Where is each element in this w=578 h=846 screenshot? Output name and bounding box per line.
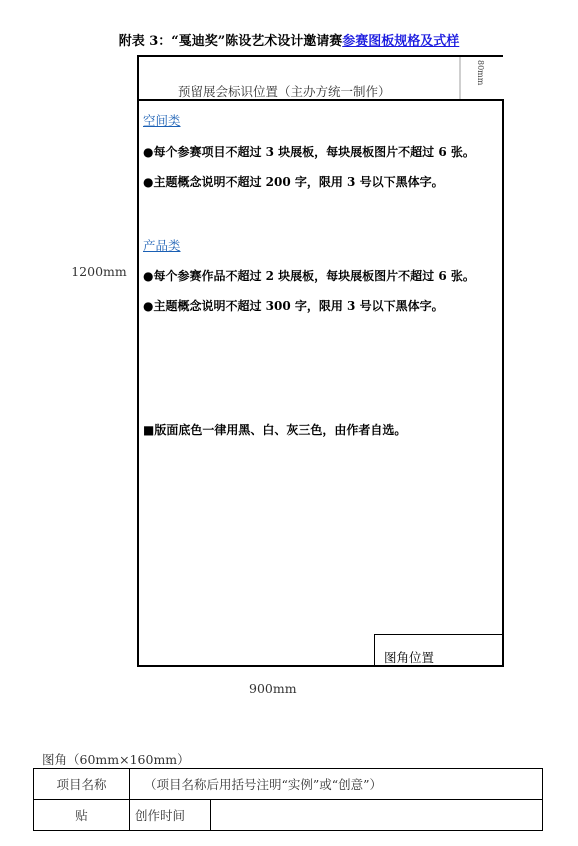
creation-time-value[interactable] xyxy=(211,800,543,831)
project-name-header: 项目名称 xyxy=(34,769,130,800)
logo-area-label: 预留展会标识位置（主办方统一制作） xyxy=(178,84,391,99)
paste-cell: 贴 xyxy=(34,800,130,831)
corner-area-label: 图角位置 xyxy=(384,650,435,665)
table-row xyxy=(34,800,543,831)
creation-time-label: 创作时间 xyxy=(130,800,211,831)
table-row xyxy=(34,769,543,800)
space-rule-2: ●主题概念说明不超过 200 字，限用 3 号以下黑体字。 xyxy=(143,175,444,189)
side-measure-label: 80mm xyxy=(476,60,485,86)
space-rules xyxy=(143,137,503,197)
product-rules xyxy=(143,261,503,321)
title-spec-link[interactable]: 参赛图板规格及式样 xyxy=(342,34,460,49)
space-rule-1: ●每个参赛项目不超过 3 块展板，每块展板图片不超过 6 张。 xyxy=(143,145,475,159)
color-rule: ■版面底色一律用黑、白、灰三色，由作者自选。 xyxy=(143,423,407,437)
width-dimension-label: 900mm xyxy=(249,681,297,696)
corner-info-table xyxy=(33,768,543,831)
side-measure-mark xyxy=(476,60,485,85)
project-name-note: （项目名称后用括号注明“实例”或“创意”） xyxy=(130,769,543,800)
category-product-link[interactable]: 产品类 xyxy=(143,238,181,253)
height-dimension-label: 1200mm xyxy=(71,264,127,279)
category-space-link[interactable]: 空间类 xyxy=(143,113,181,128)
corner-spec-label: 图角（60mm×160mm） xyxy=(42,752,190,767)
strip-divider xyxy=(459,57,461,99)
product-rule-1: ●每个参赛作品不超过 2 块展板，每块展板图片不超过 6 张。 xyxy=(143,269,475,283)
page-title xyxy=(0,30,578,49)
product-rule-2: ●主题概念说明不超过 300 字，限用 3 号以下黑体字。 xyxy=(143,299,444,313)
title-prefix: 附表 3：“戛迪奖”陈设艺术设计邀请赛 xyxy=(118,34,343,49)
